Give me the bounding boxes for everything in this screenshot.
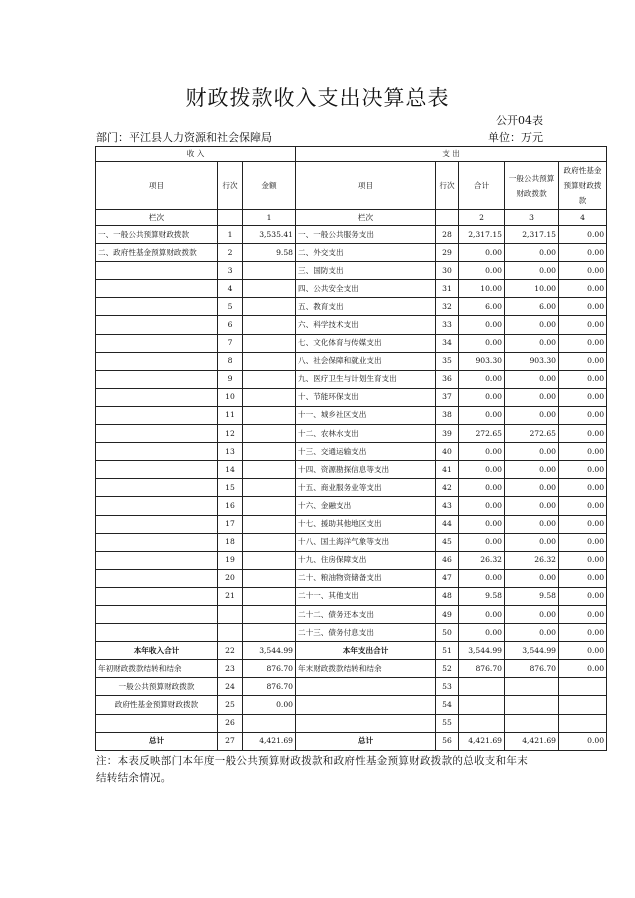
cell-general: 26.32 bbox=[505, 551, 559, 569]
cell-ex-item: 十八、国土海洋气象等支出 bbox=[296, 533, 436, 551]
cell-total: 0.00 bbox=[459, 370, 505, 388]
table-row bbox=[96, 244, 607, 262]
cell-ex-no: 38 bbox=[436, 406, 459, 424]
cell-general: 0.00 bbox=[505, 624, 559, 642]
cell-in-amt bbox=[243, 533, 296, 551]
cell-ex-no: 28 bbox=[436, 226, 459, 244]
cell-in-amt bbox=[243, 262, 296, 280]
cell-ex-item: 十六、金融支出 bbox=[296, 497, 436, 515]
cell-in-no: 17 bbox=[218, 515, 243, 533]
cell-in-no: 3 bbox=[218, 262, 243, 280]
cell-general: 903.30 bbox=[505, 352, 559, 370]
table-row bbox=[96, 406, 607, 424]
cell-fund: 0.00 bbox=[559, 533, 607, 551]
cell-in-amt bbox=[243, 316, 296, 334]
cell-ex-no: 47 bbox=[436, 569, 459, 587]
cell-in-item: 二、政府性基金预算财政拨款 bbox=[96, 244, 218, 262]
cell-in-no: 4 bbox=[218, 280, 243, 298]
table-row bbox=[96, 479, 607, 497]
cell-ex-no: 37 bbox=[436, 388, 459, 406]
cell-ex-item: 六、科学技术支出 bbox=[296, 316, 436, 334]
table-row bbox=[96, 624, 607, 642]
table-row bbox=[96, 226, 607, 244]
cell-fund: 0.00 bbox=[559, 226, 607, 244]
table-row bbox=[96, 388, 607, 406]
cell-total: 0.00 bbox=[459, 497, 505, 515]
table-row bbox=[96, 461, 607, 479]
table-row bbox=[96, 569, 607, 587]
cell-ex-item: 二、外交支出 bbox=[296, 244, 436, 262]
summary-row-grand-total: 总计 27 4,421.69 总计 56 4,421.69 4,421.69 0.00 bbox=[96, 732, 607, 750]
cell-fund: 0.00 bbox=[559, 280, 607, 298]
cell-total: 0.00 bbox=[459, 533, 505, 551]
cell-in-item bbox=[96, 479, 218, 497]
table-row bbox=[96, 587, 607, 605]
cell-ex-no: 30 bbox=[436, 262, 459, 280]
col-label-expense: 栏次 bbox=[296, 210, 436, 226]
col-number-4: 4 bbox=[559, 210, 607, 226]
cell-ex-no: 32 bbox=[436, 298, 459, 316]
cell-in-item bbox=[96, 497, 218, 515]
cell-in-item bbox=[96, 316, 218, 334]
cell-in-amt bbox=[243, 587, 296, 605]
table-row bbox=[96, 280, 607, 298]
cell-in-item bbox=[96, 515, 218, 533]
col-item-expense: 项目 bbox=[296, 162, 436, 210]
summary-row-general: 一般公共预算财政拨款 24 876.70 53 bbox=[96, 678, 607, 696]
cell-ex-item: 二十二、债务还本支出 bbox=[296, 605, 436, 623]
cell-fund: 0.00 bbox=[559, 515, 607, 533]
cell-in-item bbox=[96, 533, 218, 551]
cell-fund: 0.00 bbox=[559, 605, 607, 623]
cell-in-no: 5 bbox=[218, 298, 243, 316]
cell-fund: 0.00 bbox=[559, 624, 607, 642]
cell-in-item bbox=[96, 298, 218, 316]
cell-ex-item: 十九、住房保障支出 bbox=[296, 551, 436, 569]
cell-in-amt bbox=[243, 605, 296, 623]
summary-row-blank: 26 55 bbox=[96, 714, 607, 732]
cell-total: 26.32 bbox=[459, 551, 505, 569]
cell-total: 0.00 bbox=[459, 406, 505, 424]
cell-general: 272.65 bbox=[505, 425, 559, 443]
table-row bbox=[96, 515, 607, 533]
cell-in-amt bbox=[243, 298, 296, 316]
cell-in-no bbox=[218, 624, 243, 642]
cell-ex-no: 49 bbox=[436, 605, 459, 623]
cell-fund: 0.00 bbox=[559, 244, 607, 262]
income-header: 收 入 bbox=[96, 147, 296, 162]
cell-in-item bbox=[96, 280, 218, 298]
cell-general: 0.00 bbox=[505, 479, 559, 497]
cell-ex-no: 46 bbox=[436, 551, 459, 569]
cell-in-amt: 9.58 bbox=[243, 244, 296, 262]
cell-in-no: 11 bbox=[218, 406, 243, 424]
col-number-2: 2 bbox=[459, 210, 505, 226]
col-line-no-expense: 行次 bbox=[436, 162, 459, 210]
cell-in-item: 一、一般公共预算财政拨款 bbox=[96, 226, 218, 244]
cell-in-amt bbox=[243, 461, 296, 479]
cell-ex-item: 九、医疗卫生与计划生育支出 bbox=[296, 370, 436, 388]
cell-ex-no: 34 bbox=[436, 334, 459, 352]
col-amount: 金额 bbox=[243, 162, 296, 210]
cell-ex-no: 41 bbox=[436, 461, 459, 479]
cell-ex-no: 31 bbox=[436, 280, 459, 298]
cell-in-no: 9 bbox=[218, 370, 243, 388]
table-row bbox=[96, 334, 607, 352]
cell-general: 10.00 bbox=[505, 280, 559, 298]
cell-in-item bbox=[96, 551, 218, 569]
cell-total: 0.00 bbox=[459, 334, 505, 352]
cell-in-no: 14 bbox=[218, 461, 243, 479]
cell-total: 0.00 bbox=[459, 605, 505, 623]
cell-ex-item: 十一、城乡社区支出 bbox=[296, 406, 436, 424]
table-row bbox=[96, 352, 607, 370]
cell-general: 0.00 bbox=[505, 262, 559, 280]
cell-ex-item: 四、公共安全支出 bbox=[296, 280, 436, 298]
cell-in-item bbox=[96, 406, 218, 424]
col-number-1: 1 bbox=[243, 210, 296, 226]
cell-fund: 0.00 bbox=[559, 352, 607, 370]
cell-in-no: 10 bbox=[218, 388, 243, 406]
summary-row-totals: 本年收入合计 22 3,544.99 本年支出合计 51 3,544.99 3,544.99 0.00 bbox=[96, 642, 607, 660]
cell-general: 6.00 bbox=[505, 298, 559, 316]
unit-label: 单位：万元 bbox=[488, 131, 543, 144]
cell-fund: 0.00 bbox=[559, 262, 607, 280]
cell-ex-no: 42 bbox=[436, 479, 459, 497]
cell-in-item bbox=[96, 352, 218, 370]
cell-in-no bbox=[218, 605, 243, 623]
cell-in-item bbox=[96, 587, 218, 605]
cell-general: 9.58 bbox=[505, 587, 559, 605]
cell-ex-item: 二十一、其他支出 bbox=[296, 587, 436, 605]
cell-fund: 0.00 bbox=[559, 370, 607, 388]
cell-in-item bbox=[96, 370, 218, 388]
cell-total: 0.00 bbox=[459, 244, 505, 262]
cell-total: 903.30 bbox=[459, 352, 505, 370]
table-row bbox=[96, 605, 607, 623]
cell-ex-item: 十、节能环保支出 bbox=[296, 388, 436, 406]
cell-in-no: 20 bbox=[218, 569, 243, 587]
cell-in-no: 13 bbox=[218, 443, 243, 461]
footnote-line-2: 结转结余情况。 bbox=[96, 772, 172, 784]
cell-general: 0.00 bbox=[505, 605, 559, 623]
footnote bbox=[96, 753, 566, 787]
cell-general: 2,317.15 bbox=[505, 226, 559, 244]
cell-in-item bbox=[96, 388, 218, 406]
cell-total: 0.00 bbox=[459, 443, 505, 461]
cell-total: 6.00 bbox=[459, 298, 505, 316]
cell-general: 0.00 bbox=[505, 569, 559, 587]
budget-table bbox=[95, 146, 607, 751]
cell-in-amt bbox=[243, 479, 296, 497]
col-general-budget: 一般公共预算财政拨款 bbox=[505, 162, 559, 210]
cell-in-amt bbox=[243, 425, 296, 443]
cell-fund: 0.00 bbox=[559, 298, 607, 316]
cell-fund: 0.00 bbox=[559, 425, 607, 443]
cell-total: 9.58 bbox=[459, 587, 505, 605]
table-row bbox=[96, 370, 607, 388]
table-row bbox=[96, 533, 607, 551]
cell-ex-no: 39 bbox=[436, 425, 459, 443]
col-label-income: 栏次 bbox=[96, 210, 218, 226]
cell-general: 0.00 bbox=[505, 244, 559, 262]
table-row bbox=[96, 497, 607, 515]
cell-in-amt bbox=[243, 352, 296, 370]
cell-general: 0.00 bbox=[505, 406, 559, 424]
col-total: 合计 bbox=[459, 162, 505, 210]
cell-ex-item: 十四、资源勘探信息等支出 bbox=[296, 461, 436, 479]
cell-total: 0.00 bbox=[459, 316, 505, 334]
table-row bbox=[96, 443, 607, 461]
cell-fund: 0.00 bbox=[559, 388, 607, 406]
cell-ex-item: 十五、商业服务业等支出 bbox=[296, 479, 436, 497]
cell-ex-no: 44 bbox=[436, 515, 459, 533]
cell-ex-item: 二十三、债务付息支出 bbox=[296, 624, 436, 642]
cell-ex-item: 十三、交通运输支出 bbox=[296, 443, 436, 461]
form-code: 公开04表 bbox=[496, 114, 543, 127]
cell-ex-item: 二十、粮油物资储备支出 bbox=[296, 569, 436, 587]
col-line-no-income: 行次 bbox=[218, 162, 243, 210]
cell-in-no: 21 bbox=[218, 587, 243, 605]
cell-ex-no: 50 bbox=[436, 624, 459, 642]
cell-in-amt: 3,535.41 bbox=[243, 226, 296, 244]
table-row bbox=[96, 262, 607, 280]
cell-fund: 0.00 bbox=[559, 551, 607, 569]
cell-in-amt bbox=[243, 334, 296, 352]
summary-row-carryover: 年初财政拨款结转和结余 23 876.70 年末财政拨款结转和结余 52 876.70 876.70 0.00 bbox=[96, 660, 607, 678]
cell-in-amt bbox=[243, 370, 296, 388]
cell-fund: 0.00 bbox=[559, 569, 607, 587]
cell-in-amt bbox=[243, 624, 296, 642]
cell-in-no: 7 bbox=[218, 334, 243, 352]
cell-in-no: 8 bbox=[218, 352, 243, 370]
footnote-line-1: 注：本表反映部门本年度一般公共预算财政拨款和政府性基金预算财政拨款的总收支和年末 bbox=[96, 755, 528, 767]
cell-in-amt bbox=[243, 280, 296, 298]
cell-total: 0.00 bbox=[459, 624, 505, 642]
cell-in-item bbox=[96, 461, 218, 479]
cell-total: 0.00 bbox=[459, 262, 505, 280]
cell-general: 0.00 bbox=[505, 533, 559, 551]
cell-ex-item: 八、社会保障和就业支出 bbox=[296, 352, 436, 370]
cell-ex-no: 48 bbox=[436, 587, 459, 605]
cell-ex-no: 43 bbox=[436, 497, 459, 515]
cell-in-item bbox=[96, 334, 218, 352]
cell-fund: 0.00 bbox=[559, 479, 607, 497]
table-row bbox=[96, 316, 607, 334]
cell-ex-item: 三、国防支出 bbox=[296, 262, 436, 280]
cell-in-no: 1 bbox=[218, 226, 243, 244]
cell-ex-no: 33 bbox=[436, 316, 459, 334]
cell-fund: 0.00 bbox=[559, 497, 607, 515]
cell-in-amt bbox=[243, 551, 296, 569]
cell-in-item bbox=[96, 443, 218, 461]
cell-ex-no: 40 bbox=[436, 443, 459, 461]
cell-general: 0.00 bbox=[505, 443, 559, 461]
cell-general: 0.00 bbox=[505, 334, 559, 352]
cell-in-no: 18 bbox=[218, 533, 243, 551]
cell-fund: 0.00 bbox=[559, 443, 607, 461]
cell-total: 2,317.15 bbox=[459, 226, 505, 244]
cell-in-item bbox=[96, 262, 218, 280]
cell-general: 0.00 bbox=[505, 370, 559, 388]
cell-in-item bbox=[96, 425, 218, 443]
table-row bbox=[96, 425, 607, 443]
col-number-3: 3 bbox=[505, 210, 559, 226]
cell-in-amt bbox=[243, 406, 296, 424]
table-row bbox=[96, 551, 607, 569]
cell-total: 0.00 bbox=[459, 461, 505, 479]
cell-fund: 0.00 bbox=[559, 406, 607, 424]
cell-in-no: 2 bbox=[218, 244, 243, 262]
summary-row-fund: 政府性基金预算财政拨款 25 0.00 54 bbox=[96, 696, 607, 714]
cell-in-amt bbox=[243, 497, 296, 515]
cell-in-amt bbox=[243, 443, 296, 461]
cell-ex-no: 29 bbox=[436, 244, 459, 262]
cell-ex-no: 45 bbox=[436, 533, 459, 551]
cell-ex-item: 十七、援助其他地区支出 bbox=[296, 515, 436, 533]
cell-in-no: 15 bbox=[218, 479, 243, 497]
cell-total: 272.65 bbox=[459, 425, 505, 443]
cell-general: 0.00 bbox=[505, 461, 559, 479]
cell-general: 0.00 bbox=[505, 515, 559, 533]
cell-fund: 0.00 bbox=[559, 461, 607, 479]
col-item-income: 项目 bbox=[96, 162, 218, 210]
col-fund-budget: 政府性基金预算财政拨款 bbox=[559, 162, 607, 210]
page-title: 财政拨款收入支出决算总表 bbox=[185, 86, 450, 110]
cell-total: 0.00 bbox=[459, 515, 505, 533]
cell-general: 0.00 bbox=[505, 497, 559, 515]
cell-in-item bbox=[96, 624, 218, 642]
cell-ex-no: 35 bbox=[436, 352, 459, 370]
cell-total: 0.00 bbox=[459, 569, 505, 587]
cell-ex-item: 一、一般公共服务支出 bbox=[296, 226, 436, 244]
cell-fund: 0.00 bbox=[559, 334, 607, 352]
cell-fund: 0.00 bbox=[559, 316, 607, 334]
cell-total: 0.00 bbox=[459, 479, 505, 497]
cell-general: 0.00 bbox=[505, 388, 559, 406]
cell-total: 10.00 bbox=[459, 280, 505, 298]
cell-total: 0.00 bbox=[459, 388, 505, 406]
cell-in-amt bbox=[243, 388, 296, 406]
cell-fund: 0.00 bbox=[559, 587, 607, 605]
cell-in-item bbox=[96, 569, 218, 587]
cell-general: 0.00 bbox=[505, 316, 559, 334]
cell-in-no: 12 bbox=[218, 425, 243, 443]
expense-header: 支 出 bbox=[296, 147, 607, 162]
cell-in-no: 16 bbox=[218, 497, 243, 515]
cell-in-no: 19 bbox=[218, 551, 243, 569]
department-label: 部门：平江县人力资源和社会保障局 bbox=[96, 131, 272, 144]
cell-ex-no: 36 bbox=[436, 370, 459, 388]
cell-ex-item: 十二、农林水支出 bbox=[296, 425, 436, 443]
cell-in-no: 6 bbox=[218, 316, 243, 334]
cell-in-amt bbox=[243, 515, 296, 533]
table-row bbox=[96, 298, 607, 316]
cell-in-amt bbox=[243, 569, 296, 587]
cell-in-item bbox=[96, 605, 218, 623]
cell-ex-item: 五、教育支出 bbox=[296, 298, 436, 316]
cell-ex-item: 七、文化体育与传媒支出 bbox=[296, 334, 436, 352]
